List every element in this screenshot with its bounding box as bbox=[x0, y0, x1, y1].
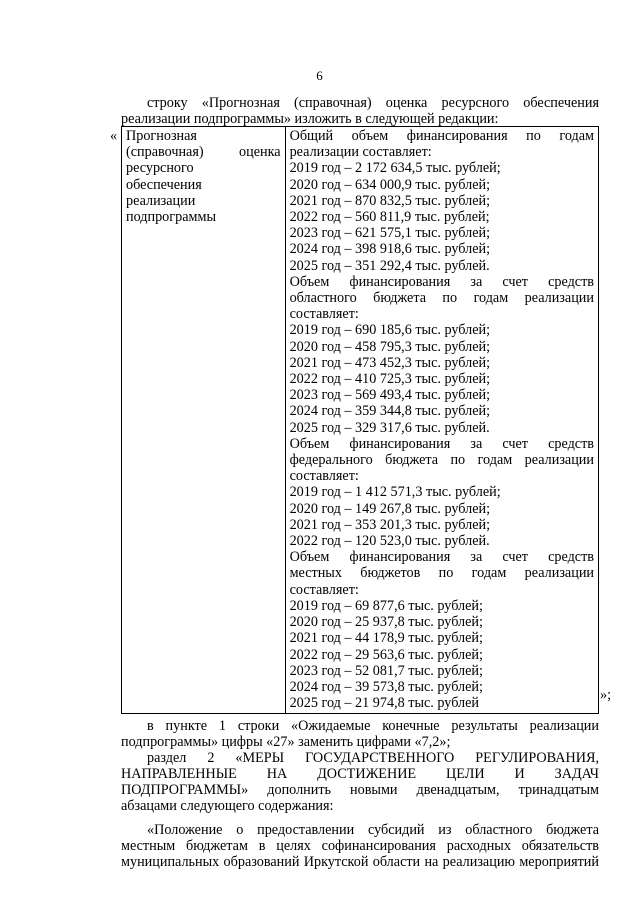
value-line: Объем финансирования за счет средств bbox=[289, 549, 594, 566]
p1-line-1: в пункте 1 строки «Ожидаемые конечные результаты реализации bbox=[147, 718, 599, 734]
label-line: подпрограммы bbox=[126, 209, 216, 226]
p1-line-2: подпрограммы» цифры «27» заменить цифрами «7,2»; bbox=[121, 734, 451, 750]
value-line: 2019 год – 690 185,6 тыс. рублей; bbox=[289, 322, 491, 339]
value-line: Объем финансирования за счет средств bbox=[289, 273, 594, 290]
value-line: составляет: bbox=[289, 468, 359, 485]
p2-line-1: раздел 2 «МЕРЫ ГОСУДАРСТВЕННОГО РЕГУЛИРОВАНИЯ, bbox=[147, 750, 599, 766]
value-line: 2022 год – 120 523,0 тыс. рублей. bbox=[289, 533, 490, 550]
value-line: 2022 год – 410 725,3 тыс. рублей; bbox=[289, 371, 491, 388]
label-line: реализации bbox=[126, 192, 196, 209]
value-line: реализации составляет: bbox=[289, 144, 432, 161]
table-row bbox=[122, 127, 599, 714]
label-line: (справочная) оценка bbox=[126, 144, 281, 161]
value-line: областного бюджета по годам реализации bbox=[289, 290, 594, 307]
value-line: 2024 год – 359 344,8 тыс. рублей; bbox=[289, 403, 491, 420]
value-line: 2023 год – 621 575,1 тыс. рублей; bbox=[289, 225, 491, 242]
value-line: 2020 год – 634 000,9 тыс. рублей; bbox=[289, 176, 491, 193]
p3-line-3: муниципальных образований Иркутской области на реализацию мероприятий bbox=[121, 854, 599, 870]
value-line: составляет: bbox=[289, 581, 359, 598]
value-line: 2025 год – 329 317,6 тыс. рублей. bbox=[289, 419, 490, 436]
value-line: Общий объем финансирования по годам bbox=[289, 128, 594, 144]
value-line: 2022 год – 29 563,6 тыс. рублей; bbox=[289, 646, 483, 663]
value-line: составляет: bbox=[289, 306, 359, 323]
value-line: 2021 год – 353 201,3 тыс. рублей; bbox=[289, 516, 491, 533]
p2-line-3: ПОДПРОГРАММЫ» дополнить новыми двенадцатым, тринадцатым bbox=[121, 782, 599, 798]
p3-line-1: «Положение о предоставлении субсидий из областного бюджета bbox=[147, 822, 599, 838]
intro-line-2: реализации подпрограммы» изложить в следующей редакции: bbox=[121, 111, 499, 127]
value-line: 2025 год – 21 974,8 тыс. рублей bbox=[289, 695, 480, 712]
p2-line-2: НАПРАВЛЕННЫЕ НА ДОСТИЖЕНИЕ ЦЕЛИ И ЗАДАЧ bbox=[121, 766, 599, 782]
label-line: ресурсного bbox=[126, 160, 194, 177]
table-value-cell bbox=[285, 127, 598, 714]
value-line: федерального бюджета по годам реализации bbox=[289, 452, 594, 469]
close-quote: »; bbox=[600, 687, 612, 703]
value-line: 2022 год – 560 811,9 тыс. рублей; bbox=[289, 209, 490, 226]
open-quote: « bbox=[110, 128, 118, 144]
resource-table bbox=[121, 126, 599, 714]
page-number: 6 bbox=[316, 68, 323, 83]
value-line: 2020 год – 149 267,8 тыс. рублей; bbox=[289, 500, 491, 517]
value-line: 2019 год – 2 172 634,5 тыс. рублей; bbox=[289, 160, 501, 177]
value-line: 2019 год – 69 877,6 тыс. рублей; bbox=[289, 597, 483, 614]
value-line: 2024 год – 39 573,8 тыс. рублей; bbox=[289, 678, 483, 695]
p2-line-4: абзацами следующего содержания: bbox=[121, 798, 334, 814]
p3-line-2: местным бюджетам в целях софинансирования расходных обязательств bbox=[121, 838, 599, 854]
value-line: 2021 год – 44 178,9 тыс. рублей; bbox=[289, 630, 483, 647]
value-line: 2025 год – 351 292,4 тыс. рублей. bbox=[289, 257, 490, 274]
value-line: 2020 год – 458 795,3 тыс. рублей; bbox=[289, 338, 491, 355]
value-line: 2023 год – 52 081,7 тыс. рублей; bbox=[289, 662, 483, 679]
value-line: 2021 год – 870 832,5 тыс. рублей; bbox=[289, 192, 491, 209]
value-line: 2024 год – 398 918,6 тыс. рублей; bbox=[289, 241, 491, 258]
table-label-cell bbox=[122, 127, 286, 714]
label-line: обеспечения bbox=[126, 176, 202, 193]
value-line: Объем финансирования за счет средств bbox=[289, 435, 594, 452]
value-line: 2019 год – 1 412 571,3 тыс. рублей; bbox=[289, 484, 501, 501]
value-line: 2020 год – 25 937,8 тыс. рублей; bbox=[289, 614, 483, 631]
value-line: местных бюджетов по годам реализации bbox=[289, 565, 594, 582]
intro-line-1: строку «Прогнозная (справочная) оценка ресурсного обеспечения bbox=[147, 95, 599, 111]
value-line: 2021 год – 473 452,3 тыс. рублей; bbox=[289, 354, 491, 371]
value-line: 2023 год – 569 493,4 тыс. рублей; bbox=[289, 387, 491, 404]
label-line: Прогнозная bbox=[126, 128, 197, 144]
